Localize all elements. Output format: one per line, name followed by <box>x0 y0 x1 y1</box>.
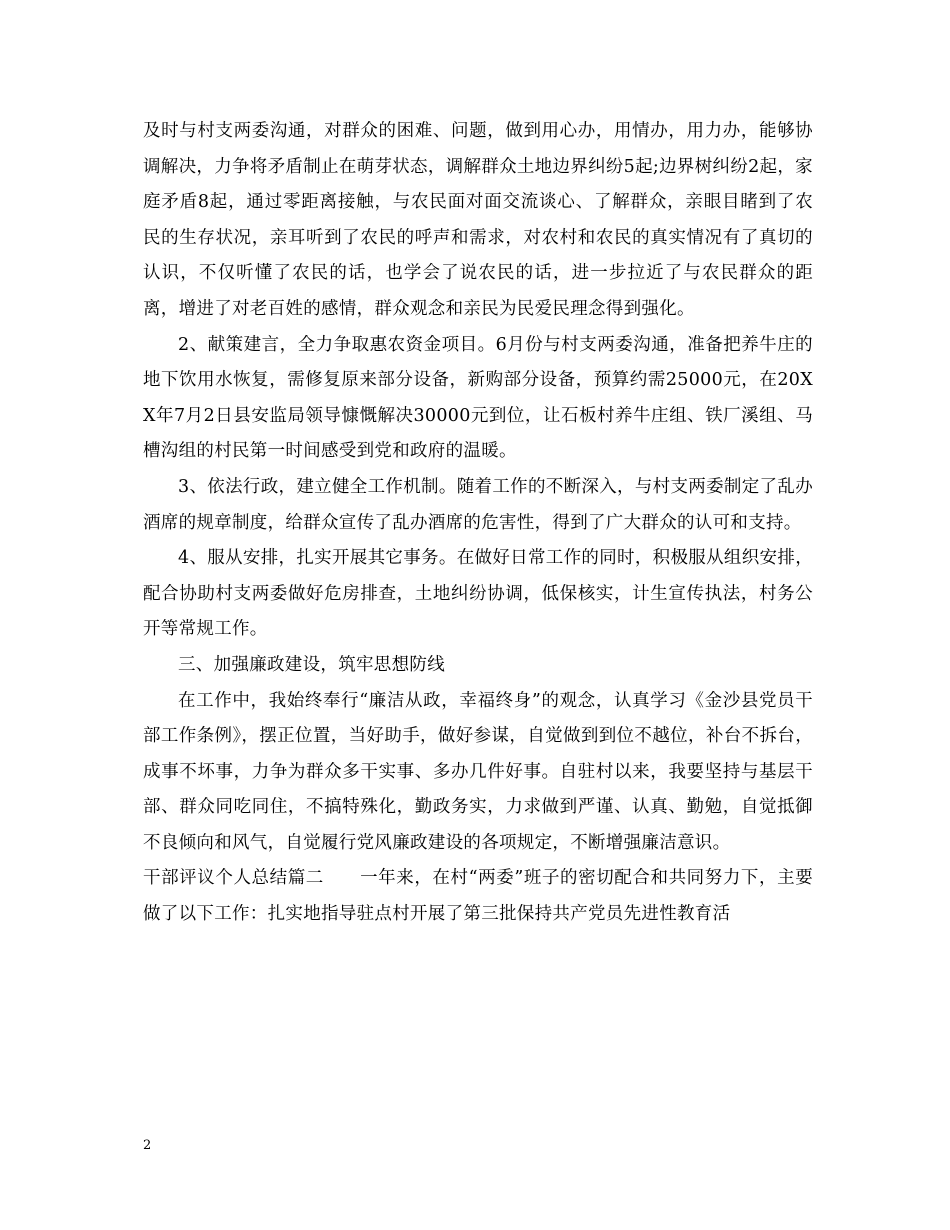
paragraph-5: 在工作中，我始终奉行“廉洁从政，幸福终身”的观念，认真学习《金沙县党员干部工作条例》，摆正位置，当好助手，做好参谋，自觉做到到位不越位，补台不拆台，成事不坏事，力争为群众多干实事、多办几件好事。自驻村以来，我要坚持与基层干部、群众同吃同住，不搞特殊化，勤政务实，力求做到严谨、认真、勤勉，自觉抵御不良倾向和风气，自觉履行党风廉政建设的各项规定，不断增强廉洁意识。 <box>143 690 813 853</box>
paragraph-2: 2、献策建言，全力争取惠农资金项目。6月份与村支两委沟通，准备把养牛庄的地下饮用水恢复，需修复原来部分设备，新购部分设备，预算约需25000元，在20XX年7月2日县安监局领导慷慨解决30000元到位，让石板村养牛庄组、铁厂溪组、马槽沟组的村民第一时间感受到党和政府的温暖。 <box>143 334 813 462</box>
paragraph-6: 干部评议个人总结篇二 一年来，在村“两委”班子的密切配合和共同努力下，主要做了以下工作：扎实地指导驻点村开展了第三批保持共产党员先进性教育活 <box>143 868 813 925</box>
section-heading: 三、加强廉政建设，筑牢思想防线 <box>178 654 445 675</box>
page-number: 2 <box>143 1138 152 1153</box>
paragraph-4: 4、服从安排，扎实开展其它事务。在做好日常工作的同时，积极服从组织安排，配合协助村支两委做好危房排查，土地纠纷协调，低保核实，计生宣传执法，村务公开等常规工作。 <box>143 548 813 640</box>
paragraph-3: 3、依法行政，建立健全工作机制。随着工作的不断深入，与村支两委制定了乱办酒席的规章制度，给群众宣传了乱办酒席的危害性，得到了广大群众的认可和支持。 <box>143 476 813 533</box>
paragraph-1: 及时与村支两委沟通，对群众的困难、问题，做到用心办，用情办，用力办，能够协调解决，力争将矛盾制止在萌芽状态，调解群众土地边界纠纷5起;边界树纠纷2起，家庭矛盾8起，通过零距离接触，与农民面对面交流谈心、了解群众，亲眼目睹到了农民的生存状况，亲耳听到了农民的呼声和需求，对农村和农民的真实情况有了真切的认识，不仅听懂了农民的话，也学会了说农民的话，进一步拉近了与农民群众的距离，增进了对老百姓的感情，群众观念和亲民为民爱民理念得到强化。 <box>143 121 813 319</box>
document-body <box>143 114 813 933</box>
